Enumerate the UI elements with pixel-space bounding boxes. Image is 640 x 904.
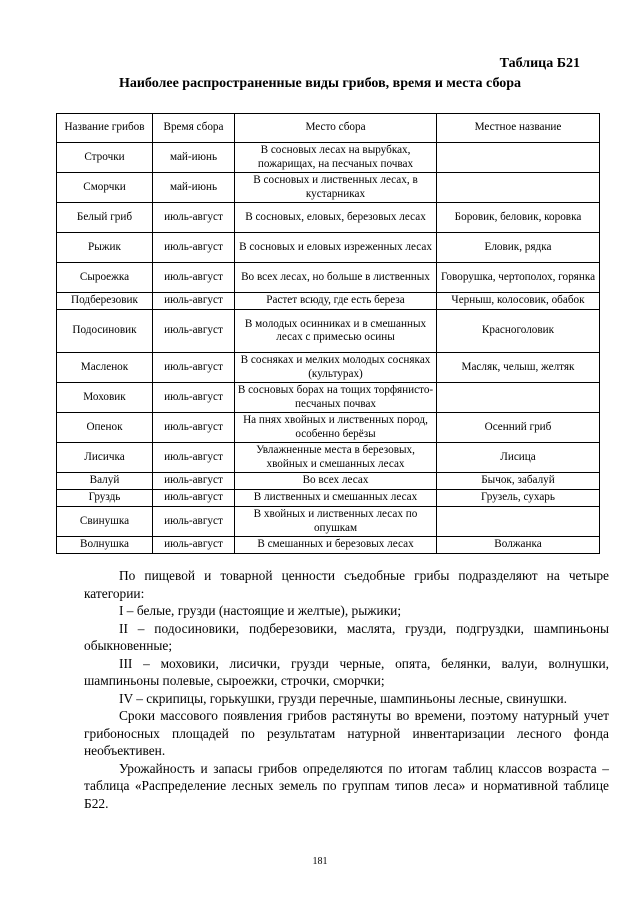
- mushroom-name-cell: Сыроежка: [57, 263, 153, 293]
- harvest-time-cell: июль-август: [153, 443, 235, 473]
- mushroom-name-cell: Волнушка: [57, 537, 153, 554]
- harvest-time-cell: июль-август: [153, 537, 235, 554]
- table-row: [57, 353, 600, 383]
- table-row: [57, 473, 600, 490]
- mushroom-name-cell: Валуй: [57, 473, 153, 490]
- local-name-cell: Красноголовик: [437, 310, 600, 353]
- habitat-cell: В лиственных и смешанных лесах: [235, 490, 437, 507]
- harvest-time-cell: июль-август: [153, 203, 235, 233]
- habitat-cell: На пнях хвойных и лиственных пород, особенно берёзы: [235, 413, 437, 443]
- body-paragraph: Сроки массового появления грибов растянуты во времени, поэтому натурный учет грибоносных площадей по результатам натурной инвентаризации лесного фонда необъективен.: [84, 708, 609, 758]
- table-row: [57, 413, 600, 443]
- table-row: [57, 443, 600, 473]
- table-row: [57, 293, 600, 310]
- mushroom-name-cell: Белый гриб: [57, 203, 153, 233]
- table-label: Таблица Б21: [499, 56, 580, 71]
- table-row: [57, 233, 600, 263]
- habitat-cell: В сосняках и мелких молодых сосняках (культурах): [235, 353, 437, 383]
- habitat-cell: Растет всюду, где есть береза: [235, 293, 437, 310]
- habitat-cell: В молодых осинниках и в смешанных лесах с примесью осины: [235, 310, 437, 353]
- table-title: Наиболее распространенные виды грибов, время и места сбора: [118, 76, 522, 91]
- mushroom-name-cell: Моховик: [57, 383, 153, 413]
- local-name-cell: Говорушка, чертополох, горянка: [437, 263, 600, 293]
- local-name-cell: [437, 507, 600, 537]
- table-row: [57, 507, 600, 537]
- table-header-row: [57, 114, 600, 143]
- habitat-cell: В сосновых и лиственных лесах, в кустарниках: [235, 173, 437, 203]
- table-row: [57, 143, 600, 173]
- harvest-time-cell: июль-август: [153, 507, 235, 537]
- table-row: [57, 383, 600, 413]
- local-name-cell: Лисица: [437, 443, 600, 473]
- mushroom-name-cell: Масленок: [57, 353, 153, 383]
- local-name-cell: [437, 143, 600, 173]
- column-header: Место сбора: [235, 114, 437, 143]
- habitat-cell: В хвойных и лиственных лесах по опушкам: [235, 507, 437, 537]
- harvest-time-cell: июль-август: [153, 490, 235, 507]
- mushroom-name-cell: Свинушка: [57, 507, 153, 537]
- habitat-cell: Во всех лесах, но больше в лиственных: [235, 263, 437, 293]
- harvest-time-cell: июль-август: [153, 353, 235, 383]
- table-row: [57, 490, 600, 507]
- column-header: Местное название: [437, 114, 600, 143]
- local-name-cell: Грузель, сухарь: [437, 490, 600, 507]
- mushroom-name-cell: Подосиновик: [57, 310, 153, 353]
- mushroom-name-cell: Рыжик: [57, 233, 153, 263]
- mushroom-name-cell: Опенок: [57, 413, 153, 443]
- mushroom-table: [56, 113, 600, 554]
- mushroom-name-cell: Лисичка: [57, 443, 153, 473]
- local-name-cell: [437, 173, 600, 203]
- table-body: [57, 143, 600, 554]
- harvest-time-cell: июль-август: [153, 383, 235, 413]
- local-name-cell: Осенний гриб: [437, 413, 600, 443]
- harvest-time-cell: июль-август: [153, 413, 235, 443]
- habitat-cell: В смешанных и березовых лесах: [235, 537, 437, 554]
- local-name-cell: Масляк, челыш, желтяк: [437, 353, 600, 383]
- harvest-time-cell: май-июнь: [153, 143, 235, 173]
- mushroom-name-cell: Строчки: [57, 143, 153, 173]
- mushroom-name-cell: Подберезовик: [57, 293, 153, 310]
- harvest-time-cell: июль-август: [153, 233, 235, 263]
- body-text: [84, 567, 609, 812]
- page-number: 181: [312, 856, 328, 867]
- habitat-cell: В сосновых лесах на вырубках, пожарищах, на песчаных почвах: [235, 143, 437, 173]
- body-paragraph: III – моховики, лисички, грузди черные, опята, белянки, валуи, волнушки, шампиньоны полевые, сыроежки, строчки, сморчки;: [84, 655, 609, 688]
- column-header: Название грибов: [57, 114, 153, 143]
- mushroom-name-cell: Груздь: [57, 490, 153, 507]
- table-row: [57, 310, 600, 353]
- table-row: [57, 173, 600, 203]
- harvest-time-cell: май-июнь: [153, 173, 235, 203]
- harvest-time-cell: июль-август: [153, 263, 235, 293]
- table-row: [57, 537, 600, 554]
- body-paragraph: Урожайность и запасы грибов определяются по итогам таблиц классов возраста – таблица «Распределение лесных земель по группам типов леса» и нормативной таблице Б22.: [84, 760, 609, 811]
- local-name-cell: Боровик, беловик, коровка: [437, 203, 600, 233]
- habitat-cell: В сосновых борах на тощих торфянисто-песчаных почвах: [235, 383, 437, 413]
- harvest-time-cell: июль-август: [153, 473, 235, 490]
- body-paragraph: I – белые, грузди (настоящие и желтые), рыжики;: [119, 603, 402, 618]
- body-paragraph: По пищевой и товарной ценности съедобные грибы подразделяют на четыре категории:: [84, 568, 609, 601]
- harvest-time-cell: июль-август: [153, 310, 235, 353]
- harvest-time-cell: июль-август: [153, 293, 235, 310]
- body-paragraph: II – подосиновики, подберезовики, маслята, грузди, подгруздки, шампиньоны обыкновенные;: [84, 620, 609, 653]
- mushroom-name-cell: Сморчки: [57, 173, 153, 203]
- local-name-cell: Еловик, рядка: [437, 233, 600, 263]
- table-row: [57, 203, 600, 233]
- body-paragraph: IV – скрипицы, горькушки, грузди перечные, шампиньоны лесные, свинушки.: [119, 690, 568, 706]
- local-name-cell: [437, 383, 600, 413]
- local-name-cell: Волжанка: [437, 537, 600, 554]
- habitat-cell: В сосновых, еловых, березовых лесах: [235, 203, 437, 233]
- local-name-cell: Бычок, забалуй: [437, 473, 600, 490]
- habitat-cell: Увлажненные места в березовых, хвойных и смешанных лесах: [235, 443, 437, 473]
- habitat-cell: В сосновых и еловых изреженных лесах: [235, 233, 437, 263]
- column-header: Время сбора: [153, 114, 235, 143]
- local-name-cell: Черныш, колосовик, обабок: [437, 293, 600, 310]
- table-row: [57, 263, 600, 293]
- habitat-cell: Во всех лесах: [235, 473, 437, 490]
